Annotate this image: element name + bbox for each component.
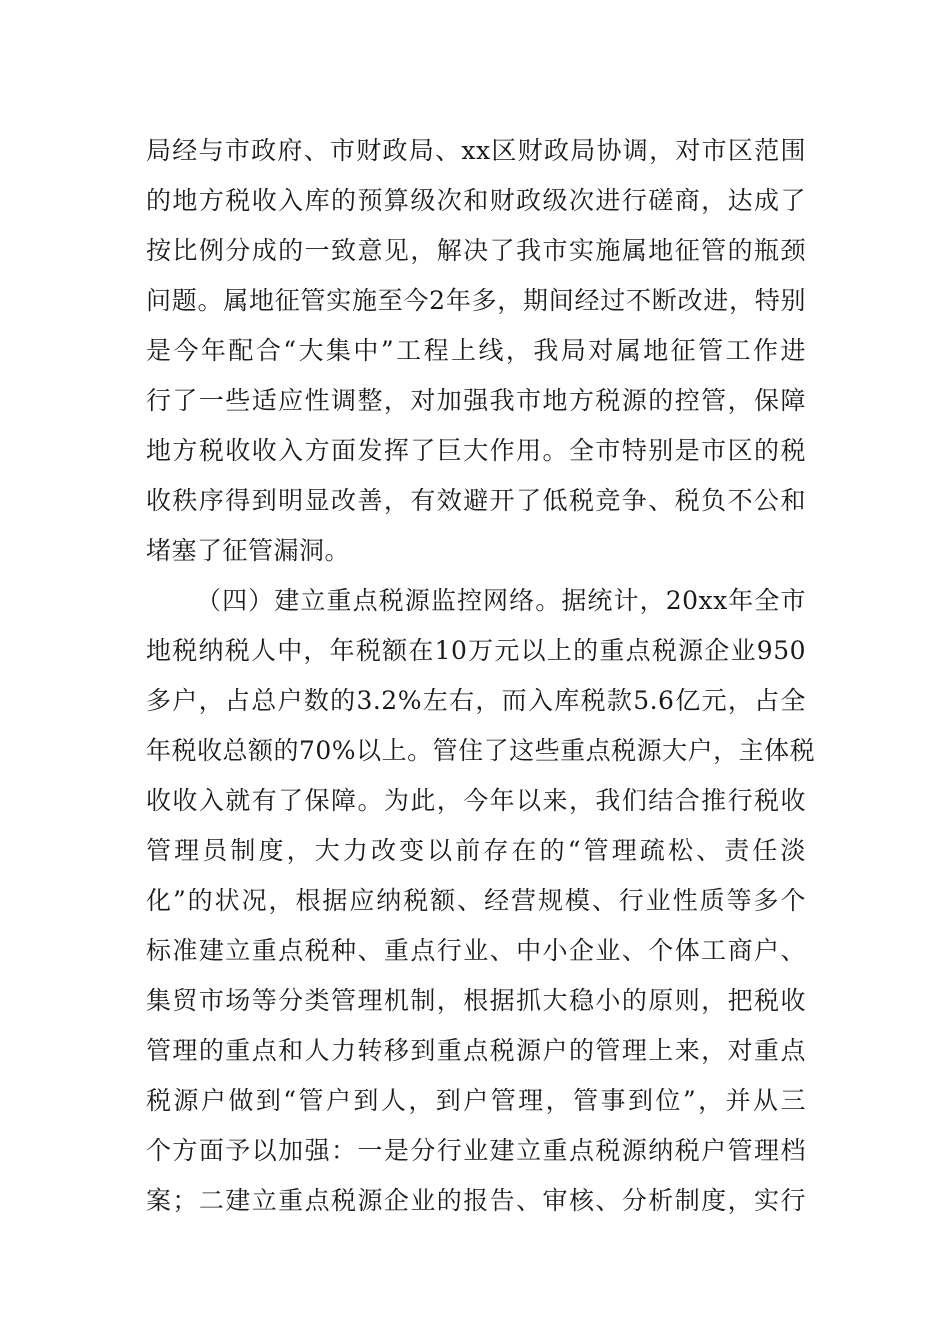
text-line: 按比例分成的一致意见，解决了我市实施属地征管的瓶颈 bbox=[146, 236, 806, 265]
text-line: 管理员制度，大力改变以前存在的“管理疏松、责任淡 bbox=[146, 836, 806, 865]
text-line: 多户，占总户数的3.2%左右，而入库税款5.6亿元，占全 bbox=[146, 686, 806, 715]
text-line: 局经与市政府、市财政局、xx区财政局协调，对市区范围 bbox=[146, 136, 806, 165]
text-line: 个方面予以加强：一是分行业建立重点税源纳税户管理档 bbox=[146, 1136, 806, 1165]
text-line: 地方税收收入方面发挥了巨大作用。全市特别是市区的税 bbox=[146, 436, 806, 465]
section-heading-line: （四）建立重点税源监控网络。据统计，20xx年全市 bbox=[196, 586, 806, 615]
text-line: 集贸市场等分类管理机制，根据抓大稳小的原则，把税收 bbox=[146, 986, 806, 1015]
text-line: 化”的状况，根据应纳税额、经营规模、行业性质等多个 bbox=[146, 886, 806, 915]
text-line: 税源户做到“管户到人，到户管理，管事到位”，并从三 bbox=[146, 1086, 806, 1115]
text-line: 地税纳税人中，年税额在10万元以上的重点税源企业950 bbox=[146, 636, 806, 665]
text-line: 标准建立重点税种、重点行业、中小企业、个体工商户、 bbox=[146, 936, 806, 965]
text-line: 是今年配合“大集中”工程上线，我局对属地征管工作进 bbox=[146, 336, 806, 365]
text-line: 收收入就有了保障。为此，今年以来，我们结合推行税收 bbox=[146, 786, 806, 815]
text-line: 案；二建立重点税源企业的报告、审核、分析制度，实行 bbox=[146, 1186, 806, 1215]
text-line: 的地方税收入库的预算级次和财政级次进行磋商，达成了 bbox=[146, 186, 806, 215]
text-line: 收秩序得到明显改善，有效避开了低税竞争、税负不公和 bbox=[146, 486, 806, 515]
text-line: 堵塞了征管漏洞。 bbox=[146, 536, 351, 565]
text-line: 管理的重点和人力转移到重点税源户的管理上来，对重点 bbox=[146, 1036, 806, 1065]
text-line: 问题。属地征管实施至今2年多，期间经过不断改进，特别 bbox=[146, 286, 806, 315]
text-line: 年税收总额的70%以上。管住了这些重点税源大户，主体税 bbox=[146, 736, 816, 765]
body-text bbox=[146, 126, 816, 1226]
text-line: 行了一些适应性调整，对加强我市地方税源的控管，保障 bbox=[146, 386, 806, 415]
